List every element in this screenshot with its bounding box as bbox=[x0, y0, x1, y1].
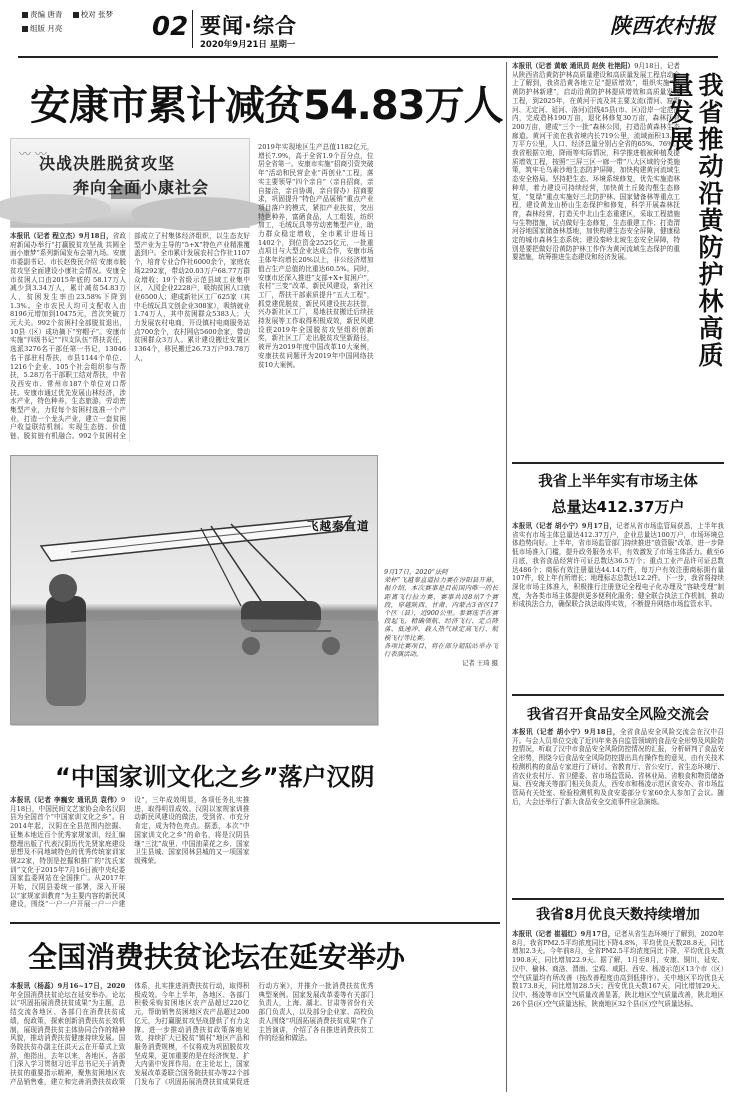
ground-crew-head bbox=[49, 574, 77, 602]
article-body: 省政府新闻办举行“打赢脱贫攻坚战 共圆全面小康梦”系列新闻发布会第九场。安康市委副书记、市长赵俊民介绍 安康市脱贫攻坚全面建设小康社会情况。安康全市贫困人口由2015年底的 58.17万人减少到3.34万人，累计减贫54.83万人，贫困发生率由23.58%下降到1.3%。全市农民人均可支配收入由8196元增加到10475元，首次突破万元大关。992个贫困村全部脱贫退出，10县（区）成功摘下“穷帽子”。安康市实施“四级书记”“四支队伍”帮扶责任，选派3276名干部任第一书记，13046名干部驻村帮扶，市县1144个单位、1216个企业、105个社会组织参与帮扶，5.28万名干部职工结对帮扶，中省及西安市、常州市187个单位对口帮扶。安康市通过优先发展山林经济，涉水产业，特色种养，生态旅游，劳动密集型产业，力促每个贫困村选准一个产业，打造一个龙头产业，建立一套贫困户收益联结机制。实现生态链、价值链、脱贫链有机融合。992个贫困村全部成立了村集体经济组织，以生态友好型产业为主导的“5+X”特色产业精准覆盖到户。全市累计发展农村合作社1107个，培育专业合作社6000余个，家庭农场2292家，带动20.03万户68.77万群众增收；19个省级示范县域工业集中区，入园企业2228户，吸纳贫困人口就业6500人；建成新社区工厂625家（其中毛绒玩具文创企业308家），吸纳就业1.74万人，其中贫困群众5383人；大力发展农村电商，开设镇村电商服务站点700余个，农村网店5600余家，带动贫困群众3万人。累计建设搬迁安置区1364个，移民搬迁26.73万户93.78万人， bbox=[10, 232, 250, 441]
square-bullet-icon bbox=[73, 12, 79, 18]
dateline: 本报讯（记者 黄敏 通讯员 赵侠 杜艳阳） bbox=[512, 62, 635, 70]
section-rule bbox=[512, 694, 724, 696]
article-air-quality bbox=[512, 930, 724, 1095]
photo-caption bbox=[384, 568, 498, 728]
headline-hanyin: “中国家训文化之乡”落户汉阴 bbox=[55, 763, 375, 791]
dateline: 本报讯（记者 胡小宁）9月17日， bbox=[512, 522, 617, 530]
masthead bbox=[0, 0, 735, 62]
article-ankang-col1 bbox=[10, 232, 250, 442]
banner-doves-icon: 〰 〰 bbox=[19, 147, 47, 161]
headline-market-2: 总量达412.37万户 bbox=[551, 498, 685, 516]
issue-date: 2020年9月21日 星期一 bbox=[200, 40, 296, 50]
banner-graphic bbox=[10, 138, 250, 228]
square-bullet-icon bbox=[22, 12, 28, 18]
staff-credits bbox=[22, 8, 172, 36]
dateline: 本报讯（记者 李巍安 通讯员 袁伟） bbox=[10, 796, 122, 804]
headline-forest-vertical: 我省推动沿黄防护林高质量发展 bbox=[665, 72, 724, 369]
section-title: 要闻·综合 bbox=[200, 14, 297, 38]
column-divider bbox=[129, 232, 130, 442]
dateline: 本报讯（记者 崔福红）9月17日， bbox=[512, 930, 615, 938]
page-number: 02 bbox=[152, 12, 189, 42]
section-rule bbox=[512, 462, 724, 464]
masthead-rule bbox=[18, 56, 718, 58]
article-body: 9月18日，中国民间文艺家协会命名汉阴县为全国首个“中国家训文化之乡”。自2014年起，汉阴在全县范围内挖掘、征集本地近百个优秀家规家训，经汇编整理出版了代表汉阴历代先贤家庭建设思想及不同地域特色的优秀传统家训家规22家，特别是挖掘和推广的“沈氏家训”文化于2015年7月16日被中央纪委国家监委网站在全国推广。从2017年开始，汉阴县委统一部署，深入开展以“家规家训教育”为主要内容的新民风建设，围绕“一户一户开展一户一户建设”，三年成效明显，各项任务扎实推进，取得明显成效。汉阴以家规家训推动新民风建设的做法，受到省、市充分肯定，成为特色亮点。据悉，本次“中国家训文化之乡”的命名，将是汉阴县继“三沈”故里、中国油菜花之乡、国家卫生县城、国家园林县城的又一项国家级殊荣。 bbox=[10, 796, 250, 909]
article-food-safety bbox=[512, 728, 724, 900]
banner-line-1: 决战决胜脱贫攻坚 bbox=[39, 154, 176, 173]
dateline: 本报讯（杨蕊）9月16~17日，2020 bbox=[10, 982, 126, 990]
dateline: 本报讯（记者 胡小宁）9月18日， bbox=[512, 728, 620, 736]
article-ankang-col2 bbox=[258, 143, 498, 443]
article-body: 全省食品安全风险交流会在汉中召开。与会人员单位交流了近四年来各自监管领域的食品安全形势及风险防控情况，听取了汉中市食品安全风险防控情况的汇报，分析研判了食品安全形势，围绕今后食品安全风险防控提出具有操作性的意见，由有关技术检测机构的食品专家进行了研讨。省教育厅、省公安厅、省生态环境厅、省农业农村厅、省卫健委、省市场监管局、省林业局、省粮食和物资储备局、西安海关等部门相关负责人，西安市和杨凌示范区食安办、省市场监管局有关处室、检验检测机构及食安委部分专家60余人参加了会议。随后，大会还举行了新大食品安全交流事件应急演练。 bbox=[512, 728, 724, 806]
dateline: 本报讯（记者 程立杰）9月18日， bbox=[10, 232, 113, 240]
banner-cloud bbox=[131, 197, 271, 231]
page-column-divider bbox=[506, 62, 507, 1092]
banner-line-2: 奔向全面小康社会 bbox=[73, 178, 210, 197]
headline-yanan: 全国消费扶贫论坛在延安举办 bbox=[28, 940, 406, 974]
caption-end: 各项比赛项目，将在部分超陆站举办飞行表演活动。 bbox=[384, 641, 498, 659]
newspaper-logo: 陕西农村报 bbox=[610, 13, 715, 38]
section-rule bbox=[512, 898, 724, 900]
ultralight-aircraft-image bbox=[11, 456, 379, 726]
photo-title: 飞越秦直道 bbox=[307, 519, 370, 533]
article-body: 9月18日，记者从陕西省沿黄防护林高质量建设和高质量发展工程启动会上了解到，我省沿黄各地立足“提质增效”，组织实施“沿黄防护林新建”，启动沿黄防护林提质增效和高质量发展工程，到2025年，在黄河干流及其主要支流(渭河、窟野河、无定河、延河、洛河)沿线45县(市、区)沿岸一定范围内，完成造林190万亩，退化林修复30万亩，森林抚育200万亩，建成“三个一批”森林公园，打造沿黄森林生态廊道。黄河干流在我省境内长719公里，流域面积13.33万平方公里，人口、经济总量分别占全省的65%、76%。我省根据立地，降雨等实际情况，科学推进植被种植及提质增效工程，按照“三屏三区一廊一带”八大区域的分类施策，筑牢毛乌素沙地生态防护屏障，加快构建黄河流域生态安全格局。坚持把生态、环境系统修复，优先实施造林种草，着力建设可持续经营，加快黄土丘陵沟壑生态修复，“复绿”重点实施好三北防护林、国家储备林等重点工程，建设黄龙山桥山生态保护和修复，科学开展森林抚育，森林经营，打造关中北山生态重建区，采取工程措施与生物措施，试点做好生态修复，生态重建工作；打造渭河谷地国家储备林基地，加快构建生态安全屏障，健康稳定的城市森林生态系统；建设秦岭北坡生态安全屏障，特别是要把做好沿黄防护林工作作为黄河流域生态保护的重要措施，统筹推进生态建设和经济发展。 bbox=[512, 62, 680, 262]
article-body: 2019年实现地区生产总值1182亿元，增长7.9%，高于全省1.9个百分点，位居全省第一。安康市实施“招商引资突破年”活动和民营企业“再创业”工程，落实主要领导“四个亲自”（亲自招商，亲自接洽，亲自协调，亲自督办）招商要求，巩固提升“特色产品展销”重点产业项目落户的模式，紧扣产业扶贫，突出特色种养，富硒食品，人工组装，纺织加工，毛绒玩具等劳动密集型产业，助力群众稳定增收，全市累计进场日1402个，到位资金2525亿元，一批重点项目与大型企业达成合作，安康市场主体年均增长20%以上，非公经济增加值占生产总值的比重达60.5%。同时，安康市还深入推进“支部+X+贫困户”，农村“三变”改革，新民风建设，新社区工厂，帮扶干部素质提升“五大工程”，抓党建促脱贫，新民风建设扶志扶智，兴办新社区工厂，易地扶贫搬迁后续扶持发展等工作取得积极成效，新民风建设获2019年全国脱贫攻坚组织创新奖，新社区工厂走出脱贫攻坚新路径，被评为2019年度中国改革10大案例，安康扶贫问题评为2019年中国网络扶贫10大案例。 bbox=[258, 143, 374, 369]
banner-cloud bbox=[0, 194, 111, 224]
caption-body: 荣杯”飞越秦直道拉力赛在淳阳县开幕。据介绍，本次赛事是目前国内唯一的长距离飞行拉力赛，赛事共设8站7个赛段，穿越陕西、甘肃、内蒙古3省区17个区（县），近900公里。参赛选手在赛段起飞，精确领航、经济飞行、定点降落、低速冲、载人热气球定高飞行、航模飞行等比赛。 bbox=[384, 576, 498, 642]
article-hanyin bbox=[10, 796, 498, 914]
article-yanan bbox=[10, 982, 498, 1094]
section-rule bbox=[10, 922, 500, 924]
article-forest bbox=[512, 62, 680, 457]
headline-air-quality: 我省8月优良天数持续增加 bbox=[536, 907, 700, 923]
article-body: 年全国消费扶贫论坛在延安举办。论坛以“巩固拓展消费扶贫成果”为主题，总结交流各地区、各部门在消费扶贫成绩，倪政策，探索创新消费扶贫长效机制，展现消费扶贫主体协同合作的精神风貌，推动消费扶贫健康持续发展。国务院扶贫办副主任洪天云在开幕式上致辞，他指出，去年以来，各地区、各部门深入学习贯彻习近平总书记关于消费扶贫的重要指示精神，聚焦贫困地区农产品销售难，建立和完善消费扶贫政策体系，扎实推进消费扶贫行动，取得积极成效。今年上半年，各地区、各部门积极采购贫困地区农产品超过220亿元，帮助销售贫困地区农产品超过200亿元，为打赢脱贫攻坚战提供了有力支撑。进一步推动消费扶贫政策落地见效，持续扩大已脱贫“镇村”地区产品和服务消费规模，不仅将成为巩固脱贫攻坚成果，更加重要的是在经济恢复、扩大内需中发挥作用。在主论坛上，国家发展改革委联合国务院扶贫办等22个部门发布了《巩固拓展消费扶贫成果促进行动方案》，并推介一批消费扶贫优秀典型案例。国家发展改革委等有关部门负责人，上海、湖北、甘肃等省份有关部门负责人，以及部分企业家、高校负责人围绕“巩固拓展消费扶贫成果”作了主旨演讲，介绍了各自推进消费扶贫工作的经验和做法。 bbox=[10, 982, 374, 1086]
news-photo bbox=[10, 455, 378, 725]
caption-date: 9月17日，2020“法阿 bbox=[384, 568, 448, 576]
article-body: 记者从省生态环境厅了解到，2020年8月，我省PM2.5平均浓度同比下降4.8%，平均优良天数28.8天，同比增加2.3天。今年前8月，全省PM2.5平均浓度同比下降，平均优良天数190.8天，同比增加22.9天。据了解，1月至8月，安康、铜川、延安、汉中、榆林、商洛、渭南、宝鸡、咸阳、西安、杨凌示范区13个市（区）空气质量均有所改善（按改善程度由高到低排序）。关中地区平均优良天数173.8天，同比增加28.5天；西安优良天数167天，同比增加29天。汉中、杨凌等市区空气质量改善显著，陕北地区空气质量改善，陕北地区26个县(区)空气质量达标，陕南地区32个县(区)空气质量达标。 bbox=[512, 930, 725, 1008]
staff-proofreader: 校对 张梦 bbox=[80, 10, 114, 19]
masthead-divider bbox=[192, 10, 193, 48]
square-bullet-icon bbox=[22, 26, 28, 32]
staff-layout: 组版 月亮 bbox=[30, 24, 63, 33]
headline-food-safety: 我省召开食品安全风险交流会 bbox=[527, 707, 709, 723]
photo-credit: 记者 王琦 摄 bbox=[461, 659, 498, 668]
article-body: 记者从省市场监管局获悉，上半年我省实有市场主体总量达412.37万户，企业总量达100万户，市场环境总体趋势向好。上半年，省市场监管部门持续推进“放管服”改革，进一步降低市场准入门槛，提升政务服务水平，有效激发了市场主体活力。截至6月底，我省食品经营许可证总数达36.5万个；重点工业产品许可证总数达486个；商标有效注册量达44.14万件，每万户有效注册商标拥有量107件，较上年有所增长；地理标志总数达12.2件。下一步，我省将持续深化市场主体准入，积极推行注册登记全程电子化办理及“容缺受理”制度，为各类市场主体提供更多便利化服务；健全联合执法工作机制，推动形成执法合力，确保联合执法取得实效，不断提升网络市场监管水平。 bbox=[512, 522, 725, 609]
staff-editor: 责编 唐青 bbox=[30, 10, 63, 19]
headline-ankang: 安康市累计减贫54.83万人 bbox=[30, 83, 503, 129]
article-market bbox=[512, 522, 724, 692]
headline-market-1: 我省上半年实有市场主体 bbox=[538, 474, 698, 490]
